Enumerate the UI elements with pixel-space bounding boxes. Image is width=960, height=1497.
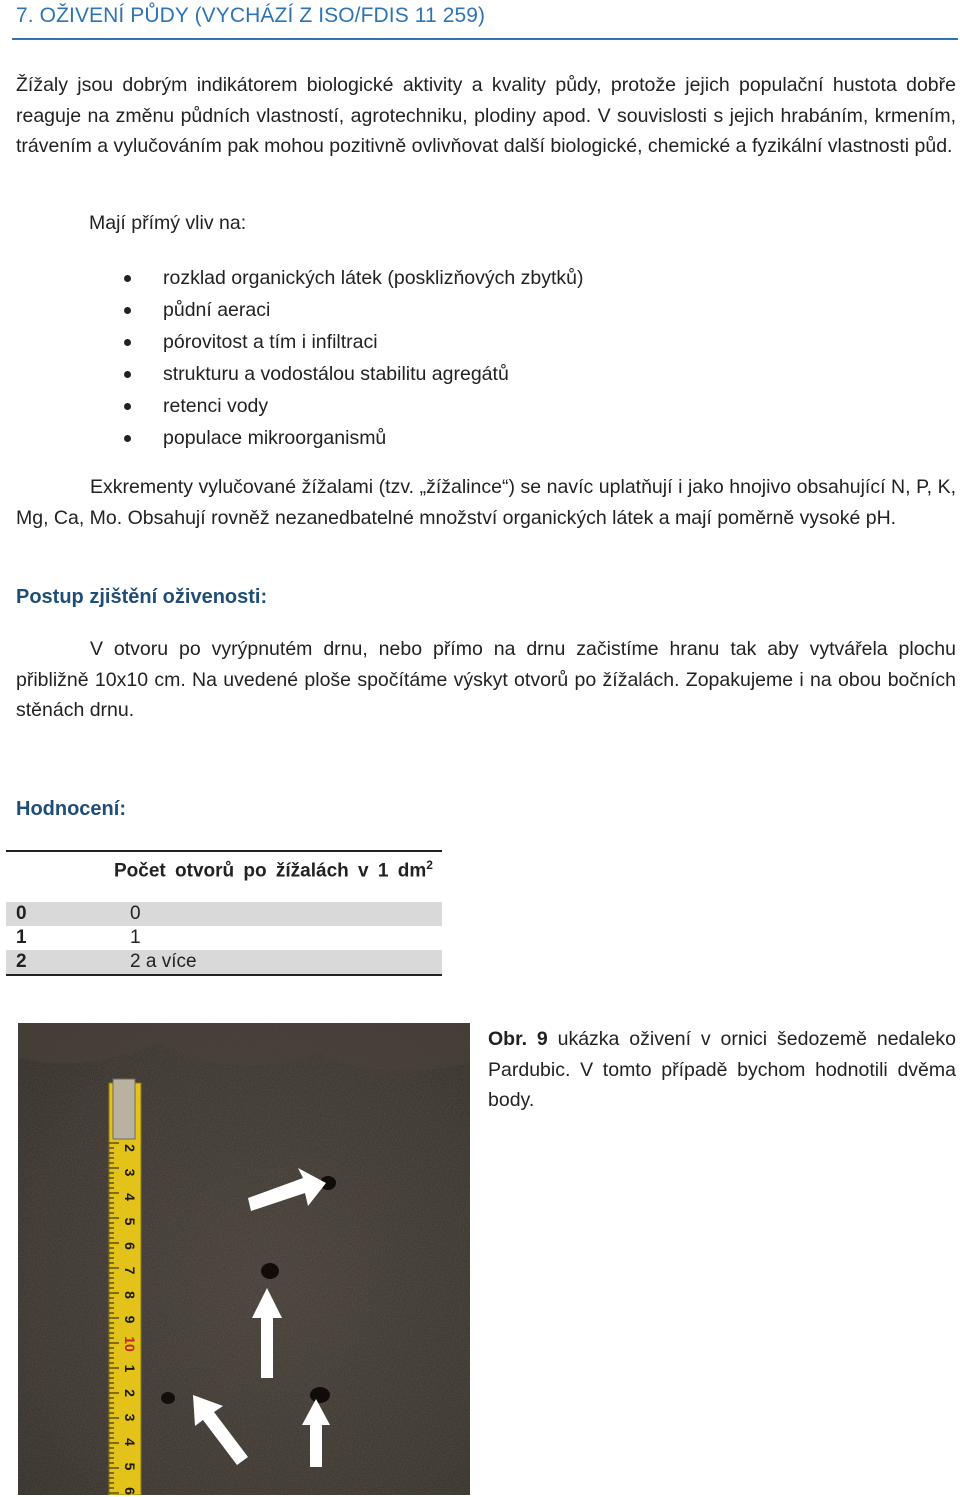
score-cell: 2 xyxy=(16,951,27,972)
list-item: strukturu a vodostálou stabilitu agregátů xyxy=(0,358,584,390)
table-row xyxy=(6,950,442,974)
earthworm-hole xyxy=(261,1263,279,1279)
list-item: populace mikroorganismů xyxy=(0,422,584,454)
list-item: pórovitost a tím i infiltraci xyxy=(0,326,584,358)
count-cell: 1 xyxy=(130,927,141,948)
tape-digit: 3 xyxy=(122,1413,138,1422)
evaluation-heading: Hodnocení: xyxy=(16,798,126,820)
score-cell: 0 xyxy=(16,903,27,924)
procedure-heading: Postup zjištění oživenosti: xyxy=(16,586,268,608)
table-header-cell: Počet otvorů po žížalách v 1 $dm^2$ xyxy=(114,858,433,882)
tape-digit: 1 xyxy=(122,1364,138,1373)
tape-digit: 6 xyxy=(122,1487,138,1495)
measuring-tape xyxy=(109,1079,141,1495)
tape-digit: 10 xyxy=(122,1336,138,1352)
table-bottom-border xyxy=(6,974,442,976)
figure-caption: Obr. 9 ukázka oživení v ornici šedozemě nedaleko Pardubic. V tomto případě bychom hodnotili dvěma body. xyxy=(488,1028,956,1111)
list-item: retenci vody xyxy=(0,390,584,422)
tape-digit: 6 xyxy=(122,1242,138,1250)
list-item: půdní aeraci xyxy=(0,294,584,326)
table-row xyxy=(6,902,442,926)
tape-digit: 4 xyxy=(122,1193,138,1201)
tape-digit: 5 xyxy=(122,1217,138,1226)
influence-heading: Mají přímý vliv na: xyxy=(89,212,247,234)
tape-digit: 4 xyxy=(122,1438,138,1446)
tape-digit: 7 xyxy=(122,1266,138,1275)
earthworm-hole xyxy=(310,1387,330,1403)
score-cell: 1 xyxy=(16,927,27,948)
count-cell: 0 xyxy=(130,903,141,924)
soil-photo xyxy=(18,1023,470,1495)
tape-digit: 3 xyxy=(122,1168,138,1177)
section-heading: 7. OŽIVENÍ PŮDY (VYCHÁZÍ Z ISO/FDIS 11 259) xyxy=(16,4,486,27)
table-row xyxy=(6,926,442,950)
count-cell: 2 a více xyxy=(130,951,197,972)
influence-list xyxy=(0,262,584,454)
tape-digit: 2 xyxy=(122,1389,138,1397)
heading-rule xyxy=(12,38,958,40)
tape-digit: 9 xyxy=(122,1315,138,1324)
table-header-row xyxy=(6,852,442,902)
tape-digit: 2 xyxy=(122,1144,138,1152)
excrement-paragraph: Exkrementy vylučované žížalami (tzv. „žížalince“) se navíc uplatňují i jako hnojivo obsahující N, P, K, Mg, Ca, Mo. Obsahují rovněž nezanedbatelné množství organických látek a mají poměrně vysoké pH. xyxy=(16,476,956,529)
intro-paragraph: Žížaly jsou dobrým indikátorem biologické aktivity a kvality půdy, protože jejich populační hustota dobře reaguje na změnu půdních vlastností, agrotechniku, plodiny apod. V souvislosti s jejich hrabáním, krmením, trávením a vylučováním pak mohou pozitivně ovlivňovat další biologické, chemické a fyzikální vlastnosti půd. xyxy=(16,74,956,157)
evaluation-table xyxy=(6,850,442,976)
list-item: rozklad organických látek (posklizňových zbytků) xyxy=(0,262,584,294)
tape-digit: 5 xyxy=(122,1462,138,1471)
tape-digit: 8 xyxy=(122,1291,138,1299)
procedure-paragraph: V otvoru po vyrýpnutém drnu, nebo přímo na drnu začistíme hranu tak aby vytvářela plochu přibližně 10x10 cm. Na uvedené ploše spočítáme výskyt otvorů po žížalách. Zopakujeme i na obou bočních stěnách drnu. xyxy=(16,638,956,721)
earthworm-hole xyxy=(161,1392,175,1404)
